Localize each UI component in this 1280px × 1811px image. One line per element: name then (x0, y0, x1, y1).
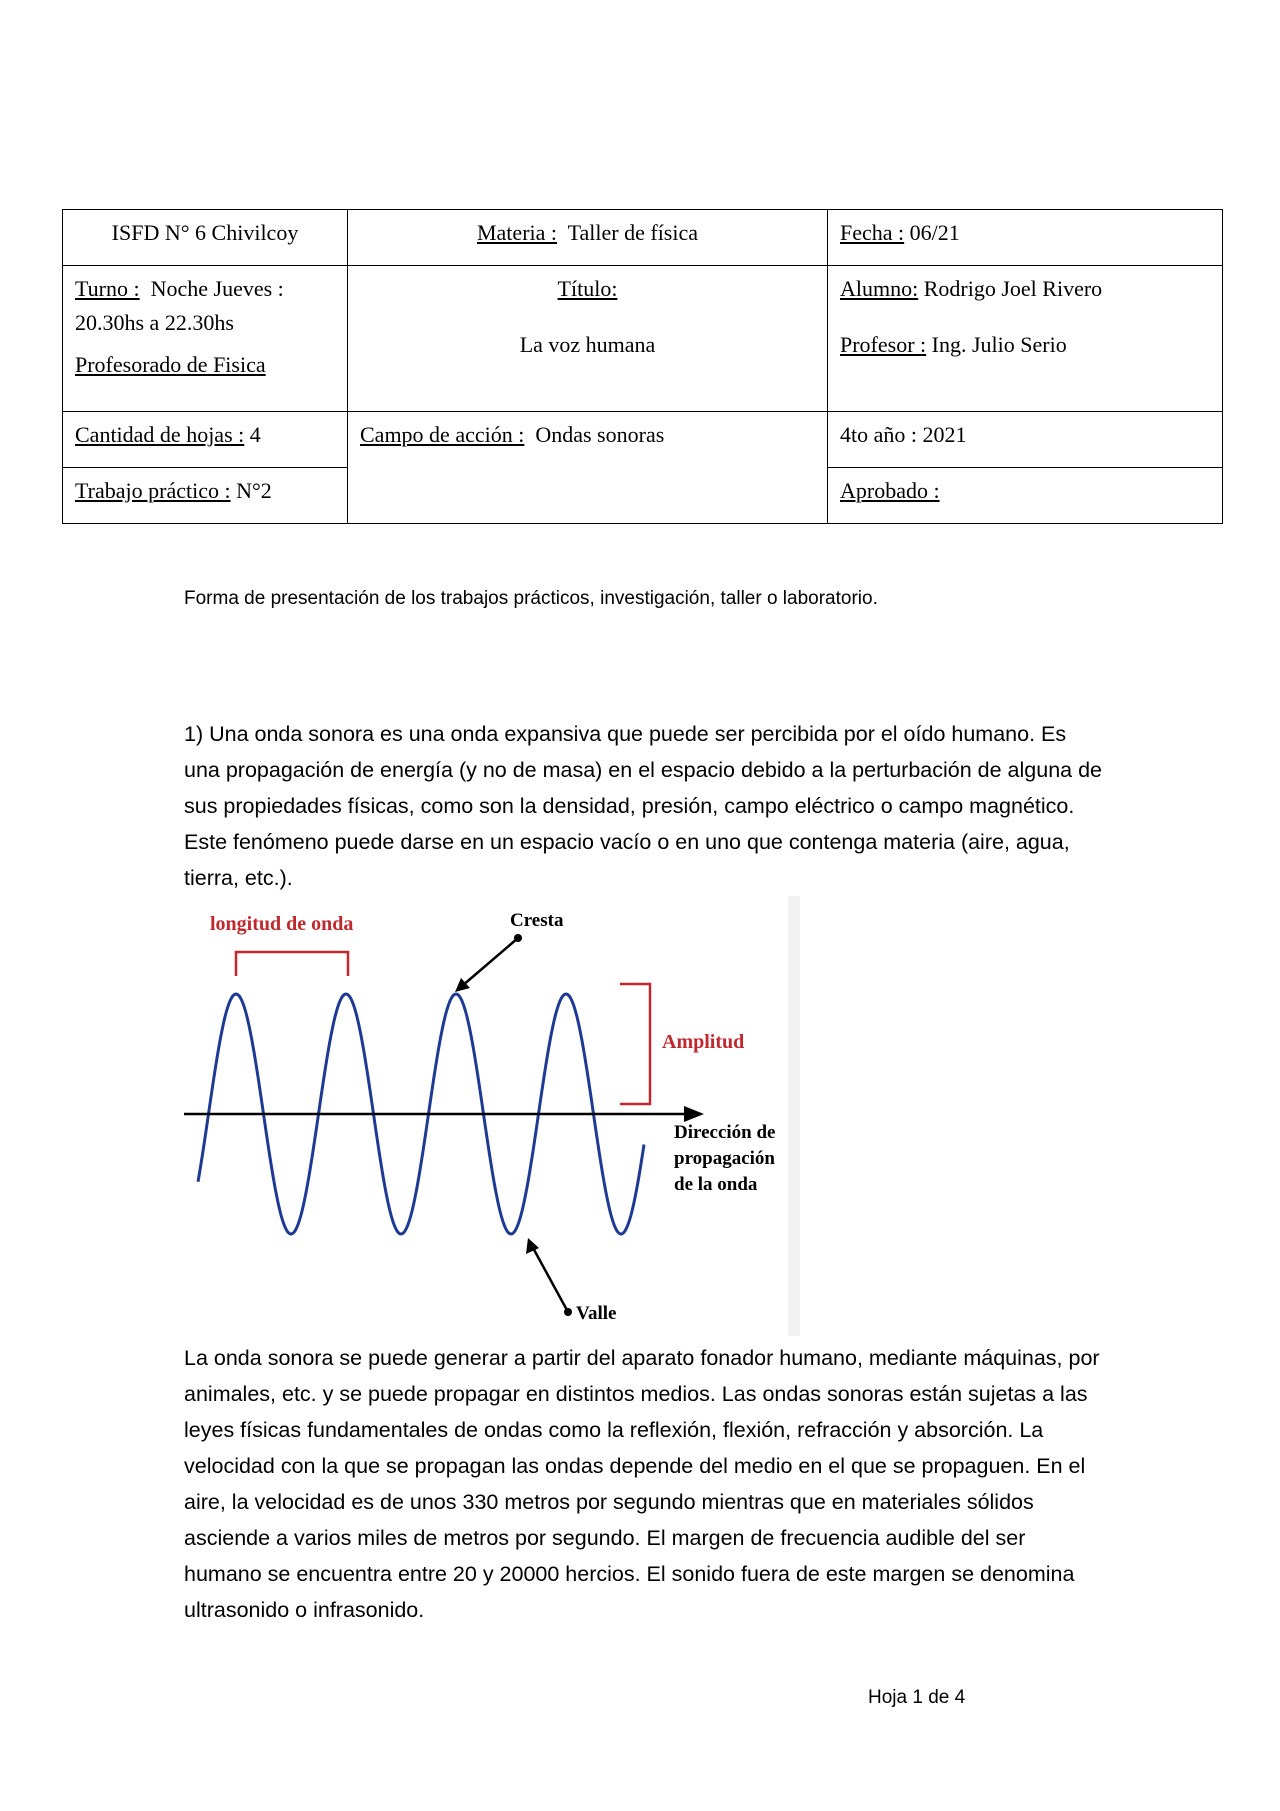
titulo-label: Título: (557, 276, 618, 301)
hojas-value: 4 (249, 422, 261, 447)
institution: ISFD N° 6 Chivilcoy (111, 220, 299, 245)
tp-cell (63, 468, 348, 524)
campo-label: Campo de acción : (360, 422, 525, 447)
titulo-cell (348, 266, 828, 412)
turno-value: Noche Jueves : 20.30hs a 22.30hs (75, 276, 284, 335)
fecha-cell (828, 210, 1223, 266)
hojas-cell (63, 412, 348, 468)
campo-value: Ondas sonoras (535, 422, 665, 447)
materia-cell (348, 210, 828, 266)
amplitud-label: Amplitud (662, 1031, 745, 1053)
alumno-label: Alumno: (840, 276, 919, 301)
valle-arrowhead (526, 1238, 539, 1254)
tp-label: Trabajo práctico : (75, 478, 231, 503)
direccion-label-3: de la onda (674, 1174, 758, 1195)
alumno-value: Rodrigo Joel Rivero (923, 276, 1103, 301)
aprobado-label: Aprobado : (840, 478, 940, 503)
wave-diagram (184, 896, 804, 1336)
amplitude-bracket (620, 984, 650, 1104)
cresta-pointer (462, 938, 518, 986)
direccion-label-2: propagación (674, 1148, 776, 1169)
profesor-label: Profesor : (840, 332, 927, 357)
header-table (62, 209, 1223, 524)
profesorado: Profesorado de Fisica (75, 352, 266, 377)
materia-value: Taller de física (567, 220, 699, 245)
page-number: Hoja 1 de 4 (868, 1687, 966, 1708)
intro-text: Forma de presentación de los trabajos prácticos, investigación, taller o laboratorio. (184, 588, 878, 609)
anio-cell (828, 412, 1223, 468)
hojas-label: Cantidad de hojas : (75, 422, 245, 447)
turno-label: Turno : (75, 276, 140, 301)
wavelength-bracket (236, 952, 348, 976)
paragraph-1: 1) Una onda sonora es una onda expansiva que puede ser percibida por el oído humano. Es una propagación de energía (y no de masa) en el espacio debido a la perturbación de alguna de sus propiedades físicas, como son la densidad, presión, campo eléctrico o campo magnético. Este fenómeno puede darse en un espacio vacío o en uno que contenga materia (aire, agua, tierra, etc.). (184, 722, 1102, 890)
axis-arrowhead (684, 1106, 704, 1122)
titulo-value: La voz humana (519, 332, 656, 357)
cresta-pointer-dot (514, 934, 522, 942)
valle-pointer (532, 1246, 568, 1312)
figure-edge-strip (788, 896, 800, 1336)
campo-cell (348, 412, 828, 524)
anio: 4to año : 2021 (840, 422, 967, 447)
profesor-value: Ing. Julio Serio (931, 332, 1067, 357)
longitud-label: longitud de onda (210, 913, 354, 935)
valle-label: Valle (576, 1303, 617, 1324)
direccion-label-1: Dirección de (674, 1122, 776, 1143)
turno-cell (63, 266, 348, 412)
aprobado-cell (828, 468, 1223, 524)
institution-cell (63, 210, 348, 266)
valle-pointer-dot (564, 1308, 572, 1316)
fecha-label: Fecha : (840, 220, 905, 245)
fecha-value: 06/21 (909, 220, 960, 245)
tp-value: N°2 (236, 478, 272, 503)
paragraph-2: La onda sonora se puede generar a partir del aparato fonador humano, mediante máquinas, por animales, etc. y se puede propagar en distintos medios. Las ondas sonoras están sujetas a las leyes físicas fundamentales de ondas como la reflexión, flexión, refracción y absorción. La velocidad con la que se propagan las ondas depende del medio en el que se propaguen. En el aire, la velocidad es de unos 330 metros por segundo mientras que en materiales sólidos asciende a varios miles de metros por segundo. El margen de frecuencia audible del ser humano se encuentra entre 20 y 20000 hercios. El sonido fuera de este margen se denomina ultrasonido o infrasonido. (184, 1346, 1100, 1622)
alumno-cell (828, 266, 1223, 412)
materia-label: Materia : (476, 220, 558, 245)
cresta-label: Cresta (510, 910, 564, 931)
